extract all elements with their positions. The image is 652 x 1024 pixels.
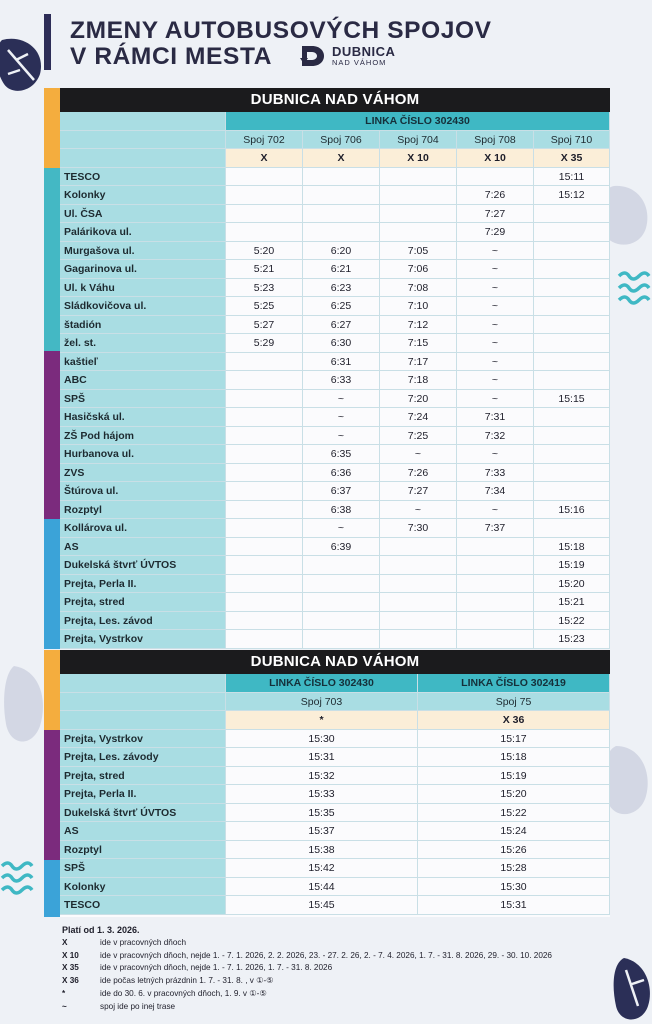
legend-symbol: * — [62, 988, 66, 998]
time-cell: 6:39 — [303, 538, 380, 557]
time-cell — [380, 205, 457, 224]
time-cell: 15:30 — [418, 878, 610, 897]
time-cell: 6:31 — [303, 353, 380, 372]
time-cell — [226, 612, 303, 631]
time-cell — [380, 186, 457, 205]
time-cell: ~ — [457, 445, 534, 464]
time-cell — [534, 334, 610, 353]
time-cell — [226, 519, 303, 538]
time-cell: 15:42 — [226, 859, 418, 878]
time-cell: 7:29 — [457, 223, 534, 242]
time-cell — [226, 501, 303, 520]
spoj-label: Spoj 706 — [303, 131, 380, 150]
time-cell — [534, 316, 610, 335]
time-cell — [380, 575, 457, 594]
legend-text: ide do 30. 6. v pracovných dňoch, 1. 9. v ①-⑤ — [100, 988, 267, 998]
time-cell — [303, 612, 380, 631]
time-cell — [534, 445, 610, 464]
stop-header-cell — [60, 112, 226, 131]
time-cell — [226, 593, 303, 612]
time-cell: 15:24 — [418, 822, 610, 841]
time-cell — [226, 168, 303, 187]
time-cell — [303, 630, 380, 649]
legend-symbol: X 36 — [62, 976, 79, 986]
time-cell: 6:38 — [303, 501, 380, 520]
time-cell: 7:18 — [380, 371, 457, 390]
legend-text: ide počas letných prázdnin 1. 7. - 31. 8. , v ①-⑤ — [100, 976, 274, 986]
time-cell — [226, 556, 303, 575]
time-cell — [534, 427, 610, 446]
time-cell: 5:21 — [226, 260, 303, 279]
time-cell: 7:20 — [380, 390, 457, 409]
time-cell — [226, 630, 303, 649]
stop-name: SPŠ — [60, 390, 226, 409]
stop-header-cell — [60, 674, 226, 693]
leaf-decoration-icon — [4, 660, 48, 750]
page-title-line-1: ZMENY AUTOBUSOVÝCH SPOJOV — [70, 17, 492, 44]
time-cell: 15:18 — [418, 748, 610, 767]
time-cell — [534, 223, 610, 242]
time-cell: 7:27 — [380, 482, 457, 501]
time-cell: 7:37 — [457, 519, 534, 538]
spoj-note: X — [226, 149, 303, 168]
timetable-grid — [60, 112, 610, 649]
stop-header-cell — [60, 131, 226, 150]
stop-name: ABC — [60, 371, 226, 390]
spoj-label: Spoj 703 — [226, 693, 418, 712]
table-header: DUBNICA NAD VÁHOM — [60, 88, 610, 112]
title-accent-bar — [44, 14, 51, 70]
spoj-note: X 10 — [380, 149, 457, 168]
band-blue — [44, 860, 60, 917]
stop-name: Murgašova ul. — [60, 242, 226, 261]
time-cell: ~ — [457, 390, 534, 409]
legend-item — [62, 962, 552, 975]
time-cell: 15:26 — [418, 841, 610, 860]
time-cell: 15:22 — [418, 804, 610, 823]
spoj-note: X 35 — [534, 149, 610, 168]
time-cell: ~ — [457, 371, 534, 390]
time-cell: ~ — [457, 316, 534, 335]
time-cell: 15:20 — [418, 785, 610, 804]
time-cell: ~ — [457, 501, 534, 520]
time-cell — [380, 612, 457, 631]
spoj-note: X — [303, 149, 380, 168]
time-cell: 15:20 — [534, 575, 610, 594]
time-cell — [226, 371, 303, 390]
time-cell: 7:15 — [380, 334, 457, 353]
time-cell: 7:27 — [457, 205, 534, 224]
stop-name: Ul. ČSA — [60, 205, 226, 224]
time-cell: 7:17 — [380, 353, 457, 372]
line-number: LINKA ČÍSLO 302419 — [418, 674, 610, 693]
stop-name: AS — [60, 538, 226, 557]
legend-symbol: ~ — [62, 1001, 67, 1011]
legend-text: ide v pracovných dňoch, nejde 1. - 7. 1. 2026, 2. 2. 2026, 23. - 27. 2. 26, 2. - 7. 4. 2026, 1. 7. - 31. 8. 2026, 29. - 30. 10. 2026 — [100, 950, 552, 960]
time-cell: 15:15 — [534, 390, 610, 409]
time-cell — [303, 168, 380, 187]
brand-logo — [300, 44, 395, 68]
time-cell: 6:23 — [303, 279, 380, 298]
time-cell: 15:17 — [418, 730, 610, 749]
legend-symbol: X 35 — [62, 963, 79, 973]
time-cell: 5:29 — [226, 334, 303, 353]
spoj-note: X 10 — [457, 149, 534, 168]
band-blue — [44, 519, 60, 649]
leaf-decoration-icon — [610, 954, 652, 1024]
spoj-note: X 36 — [418, 711, 610, 730]
time-cell: 7:34 — [457, 482, 534, 501]
spoj-label: Spoj 704 — [380, 131, 457, 150]
stop-name: štadión — [60, 316, 226, 335]
stop-name: Kolonky — [60, 186, 226, 205]
time-cell — [226, 575, 303, 594]
spoj-label: Spoj 75 — [418, 693, 610, 712]
time-cell — [303, 556, 380, 575]
time-cell: ~ — [457, 334, 534, 353]
legend-symbol: X — [62, 937, 68, 947]
time-cell: 7:08 — [380, 279, 457, 298]
time-cell: 5:27 — [226, 316, 303, 335]
time-cell: 15:38 — [226, 841, 418, 860]
time-cell — [534, 519, 610, 538]
time-cell — [226, 186, 303, 205]
stop-name: Prejta, Les. závody — [60, 748, 226, 767]
time-cell: 15:45 — [226, 896, 418, 915]
stop-header-cell — [60, 711, 226, 730]
time-cell — [534, 353, 610, 372]
dubnica-logo-icon — [300, 44, 326, 68]
stop-name: Dukelská štvrť ÚVTOS — [60, 804, 226, 823]
time-cell — [380, 168, 457, 187]
time-cell: ~ — [380, 501, 457, 520]
time-cell — [226, 223, 303, 242]
band-teal — [44, 168, 60, 351]
time-cell: 6:37 — [303, 482, 380, 501]
time-cell: ~ — [457, 260, 534, 279]
line-number: LINKA ČÍSLO 302430 — [226, 674, 418, 693]
time-cell: 7:05 — [380, 242, 457, 261]
time-cell: 7:31 — [457, 408, 534, 427]
time-cell — [534, 371, 610, 390]
time-cell: 6:20 — [303, 242, 380, 261]
stop-name: Prejta, stred — [60, 767, 226, 786]
time-cell: 7:32 — [457, 427, 534, 446]
time-cell: ~ — [457, 297, 534, 316]
time-cell — [226, 390, 303, 409]
legend-text: ide v pracovných dňoch, nejde 1. - 7. 1. 2026, 1. 7. - 31. 8. 2026 — [100, 963, 333, 973]
time-cell — [457, 612, 534, 631]
legend-item — [62, 988, 552, 1001]
time-cell: 6:27 — [303, 316, 380, 335]
time-cell — [303, 186, 380, 205]
time-cell: ~ — [457, 242, 534, 261]
spoj-note: * — [226, 711, 418, 730]
stop-name: Prejta, Vystrkov — [60, 630, 226, 649]
time-cell — [457, 593, 534, 612]
time-cell — [534, 297, 610, 316]
time-cell: ~ — [380, 445, 457, 464]
brand-name: DUBNICA — [332, 44, 396, 59]
legend-text: spoj ide po inej trase — [100, 1001, 176, 1011]
time-cell: 15:35 — [226, 804, 418, 823]
stop-name: Prejta, stred — [60, 593, 226, 612]
time-cell — [226, 408, 303, 427]
time-cell — [380, 223, 457, 242]
time-cell — [457, 538, 534, 557]
stop-name: Prejta, Les. závod — [60, 612, 226, 631]
stop-name: TESCO — [60, 168, 226, 187]
waves-decoration-icon — [617, 268, 652, 306]
timetable-1 — [44, 88, 610, 649]
time-cell: 15:16 — [534, 501, 610, 520]
band-purple — [44, 351, 60, 519]
stop-name: Ul. k Váhu — [60, 279, 226, 298]
time-cell: 5:25 — [226, 297, 303, 316]
time-cell: 5:20 — [226, 242, 303, 261]
time-cell — [226, 482, 303, 501]
table-header: DUBNICA NAD VÁHOM — [60, 650, 610, 674]
time-cell: 15:23 — [534, 630, 610, 649]
time-cell: 7:24 — [380, 408, 457, 427]
legend-notes — [62, 924, 552, 1014]
stop-name: Hurbanova ul. — [60, 445, 226, 464]
time-cell: 6:25 — [303, 297, 380, 316]
time-cell — [457, 168, 534, 187]
leaf-decoration-icon — [0, 30, 50, 100]
stop-name: ZŠ Pod hájom — [60, 427, 226, 446]
time-cell: 6:36 — [303, 464, 380, 483]
stop-name: Palárikova ul. — [60, 223, 226, 242]
time-cell — [226, 205, 303, 224]
time-cell — [226, 464, 303, 483]
time-cell: 7:12 — [380, 316, 457, 335]
time-cell: 7:26 — [457, 186, 534, 205]
spoj-label: Spoj 702 — [226, 131, 303, 150]
time-cell — [303, 223, 380, 242]
stop-name: Kolonky — [60, 878, 226, 897]
page-title-line-2: V RÁMCI MESTA — [70, 43, 272, 70]
time-cell — [303, 593, 380, 612]
time-cell: 7:26 — [380, 464, 457, 483]
legend-item — [62, 950, 552, 963]
time-cell: 15:31 — [418, 896, 610, 915]
time-cell: ~ — [303, 427, 380, 446]
time-cell: 15:12 — [534, 186, 610, 205]
time-cell: 5:23 — [226, 279, 303, 298]
time-cell — [534, 205, 610, 224]
time-cell: 15:22 — [534, 612, 610, 631]
time-cell: 15:44 — [226, 878, 418, 897]
time-cell: 15:21 — [534, 593, 610, 612]
time-cell: 15:37 — [226, 822, 418, 841]
band-orange — [44, 88, 60, 168]
stop-name: Gagarinova ul. — [60, 260, 226, 279]
stop-header-cell — [60, 693, 226, 712]
time-cell — [380, 538, 457, 557]
time-cell — [226, 538, 303, 557]
stop-name: Kollárova ul. — [60, 519, 226, 538]
time-cell: 7:25 — [380, 427, 457, 446]
timetable-grid — [60, 674, 610, 915]
stop-name: TESCO — [60, 896, 226, 915]
time-cell: 15:28 — [418, 859, 610, 878]
time-cell: 15:19 — [418, 767, 610, 786]
time-cell: ~ — [457, 279, 534, 298]
time-cell — [226, 427, 303, 446]
stop-name: Sládkovičova ul. — [60, 297, 226, 316]
time-cell — [380, 556, 457, 575]
legend-text: ide v pracovných dňoch — [100, 937, 187, 947]
time-cell: ~ — [303, 519, 380, 538]
time-cell — [303, 575, 380, 594]
page-title — [70, 18, 492, 70]
time-cell — [380, 630, 457, 649]
stop-name: Prejta, Perla II. — [60, 785, 226, 804]
stop-name: ZVS — [60, 464, 226, 483]
time-cell: 7:10 — [380, 297, 457, 316]
time-cell — [534, 482, 610, 501]
stop-name: Prejta, Perla II. — [60, 575, 226, 594]
time-cell: 6:30 — [303, 334, 380, 353]
brand-subtitle: NAD VÁHOM — [332, 58, 387, 67]
band-orange — [44, 650, 60, 730]
timetable-2 — [44, 650, 610, 917]
legend-item — [62, 1001, 552, 1014]
time-cell: ~ — [303, 408, 380, 427]
time-cell — [226, 353, 303, 372]
time-cell: 7:30 — [380, 519, 457, 538]
stop-name: AS — [60, 822, 226, 841]
time-cell: 6:35 — [303, 445, 380, 464]
time-cell: 6:33 — [303, 371, 380, 390]
time-cell: 15:19 — [534, 556, 610, 575]
time-cell: 15:18 — [534, 538, 610, 557]
time-cell: ~ — [457, 353, 534, 372]
time-cell — [534, 242, 610, 261]
time-cell — [534, 464, 610, 483]
time-cell: 15:33 — [226, 785, 418, 804]
stop-name: žel. st. — [60, 334, 226, 353]
legend-item — [62, 975, 552, 988]
time-cell: 15:31 — [226, 748, 418, 767]
legend-symbol: X 10 — [62, 950, 79, 960]
time-cell — [303, 205, 380, 224]
stop-header-cell — [60, 149, 226, 168]
time-cell — [457, 575, 534, 594]
stop-name: Hasičská ul. — [60, 408, 226, 427]
stop-name: Rozptyl — [60, 841, 226, 860]
time-cell: 15:30 — [226, 730, 418, 749]
time-cell — [534, 408, 610, 427]
stop-name: Prejta, Vystrkov — [60, 730, 226, 749]
time-cell — [534, 279, 610, 298]
time-cell: 15:11 — [534, 168, 610, 187]
time-cell: 7:33 — [457, 464, 534, 483]
valid-from: Platí od 1. 3. 2026. — [62, 925, 140, 935]
time-cell: 6:21 — [303, 260, 380, 279]
time-cell — [534, 260, 610, 279]
time-cell: 7:06 — [380, 260, 457, 279]
waves-decoration-icon — [0, 858, 36, 898]
time-cell: 15:32 — [226, 767, 418, 786]
stop-name: SPŠ — [60, 859, 226, 878]
stop-name: Dukelská štvrť ÚVTOS — [60, 556, 226, 575]
time-cell: ~ — [303, 390, 380, 409]
stop-name: Rozptyl — [60, 501, 226, 520]
band-purple — [44, 730, 60, 860]
spoj-label: Spoj 708 — [457, 131, 534, 150]
time-cell — [380, 593, 457, 612]
stop-name: kaštieľ — [60, 353, 226, 372]
time-cell — [457, 556, 534, 575]
time-cell — [457, 630, 534, 649]
line-number: LINKA ČÍSLO 302430 — [226, 112, 610, 131]
spoj-label: Spoj 710 — [534, 131, 610, 150]
stop-name: Štúrova ul. — [60, 482, 226, 501]
time-cell — [226, 445, 303, 464]
legend-item — [62, 937, 552, 950]
